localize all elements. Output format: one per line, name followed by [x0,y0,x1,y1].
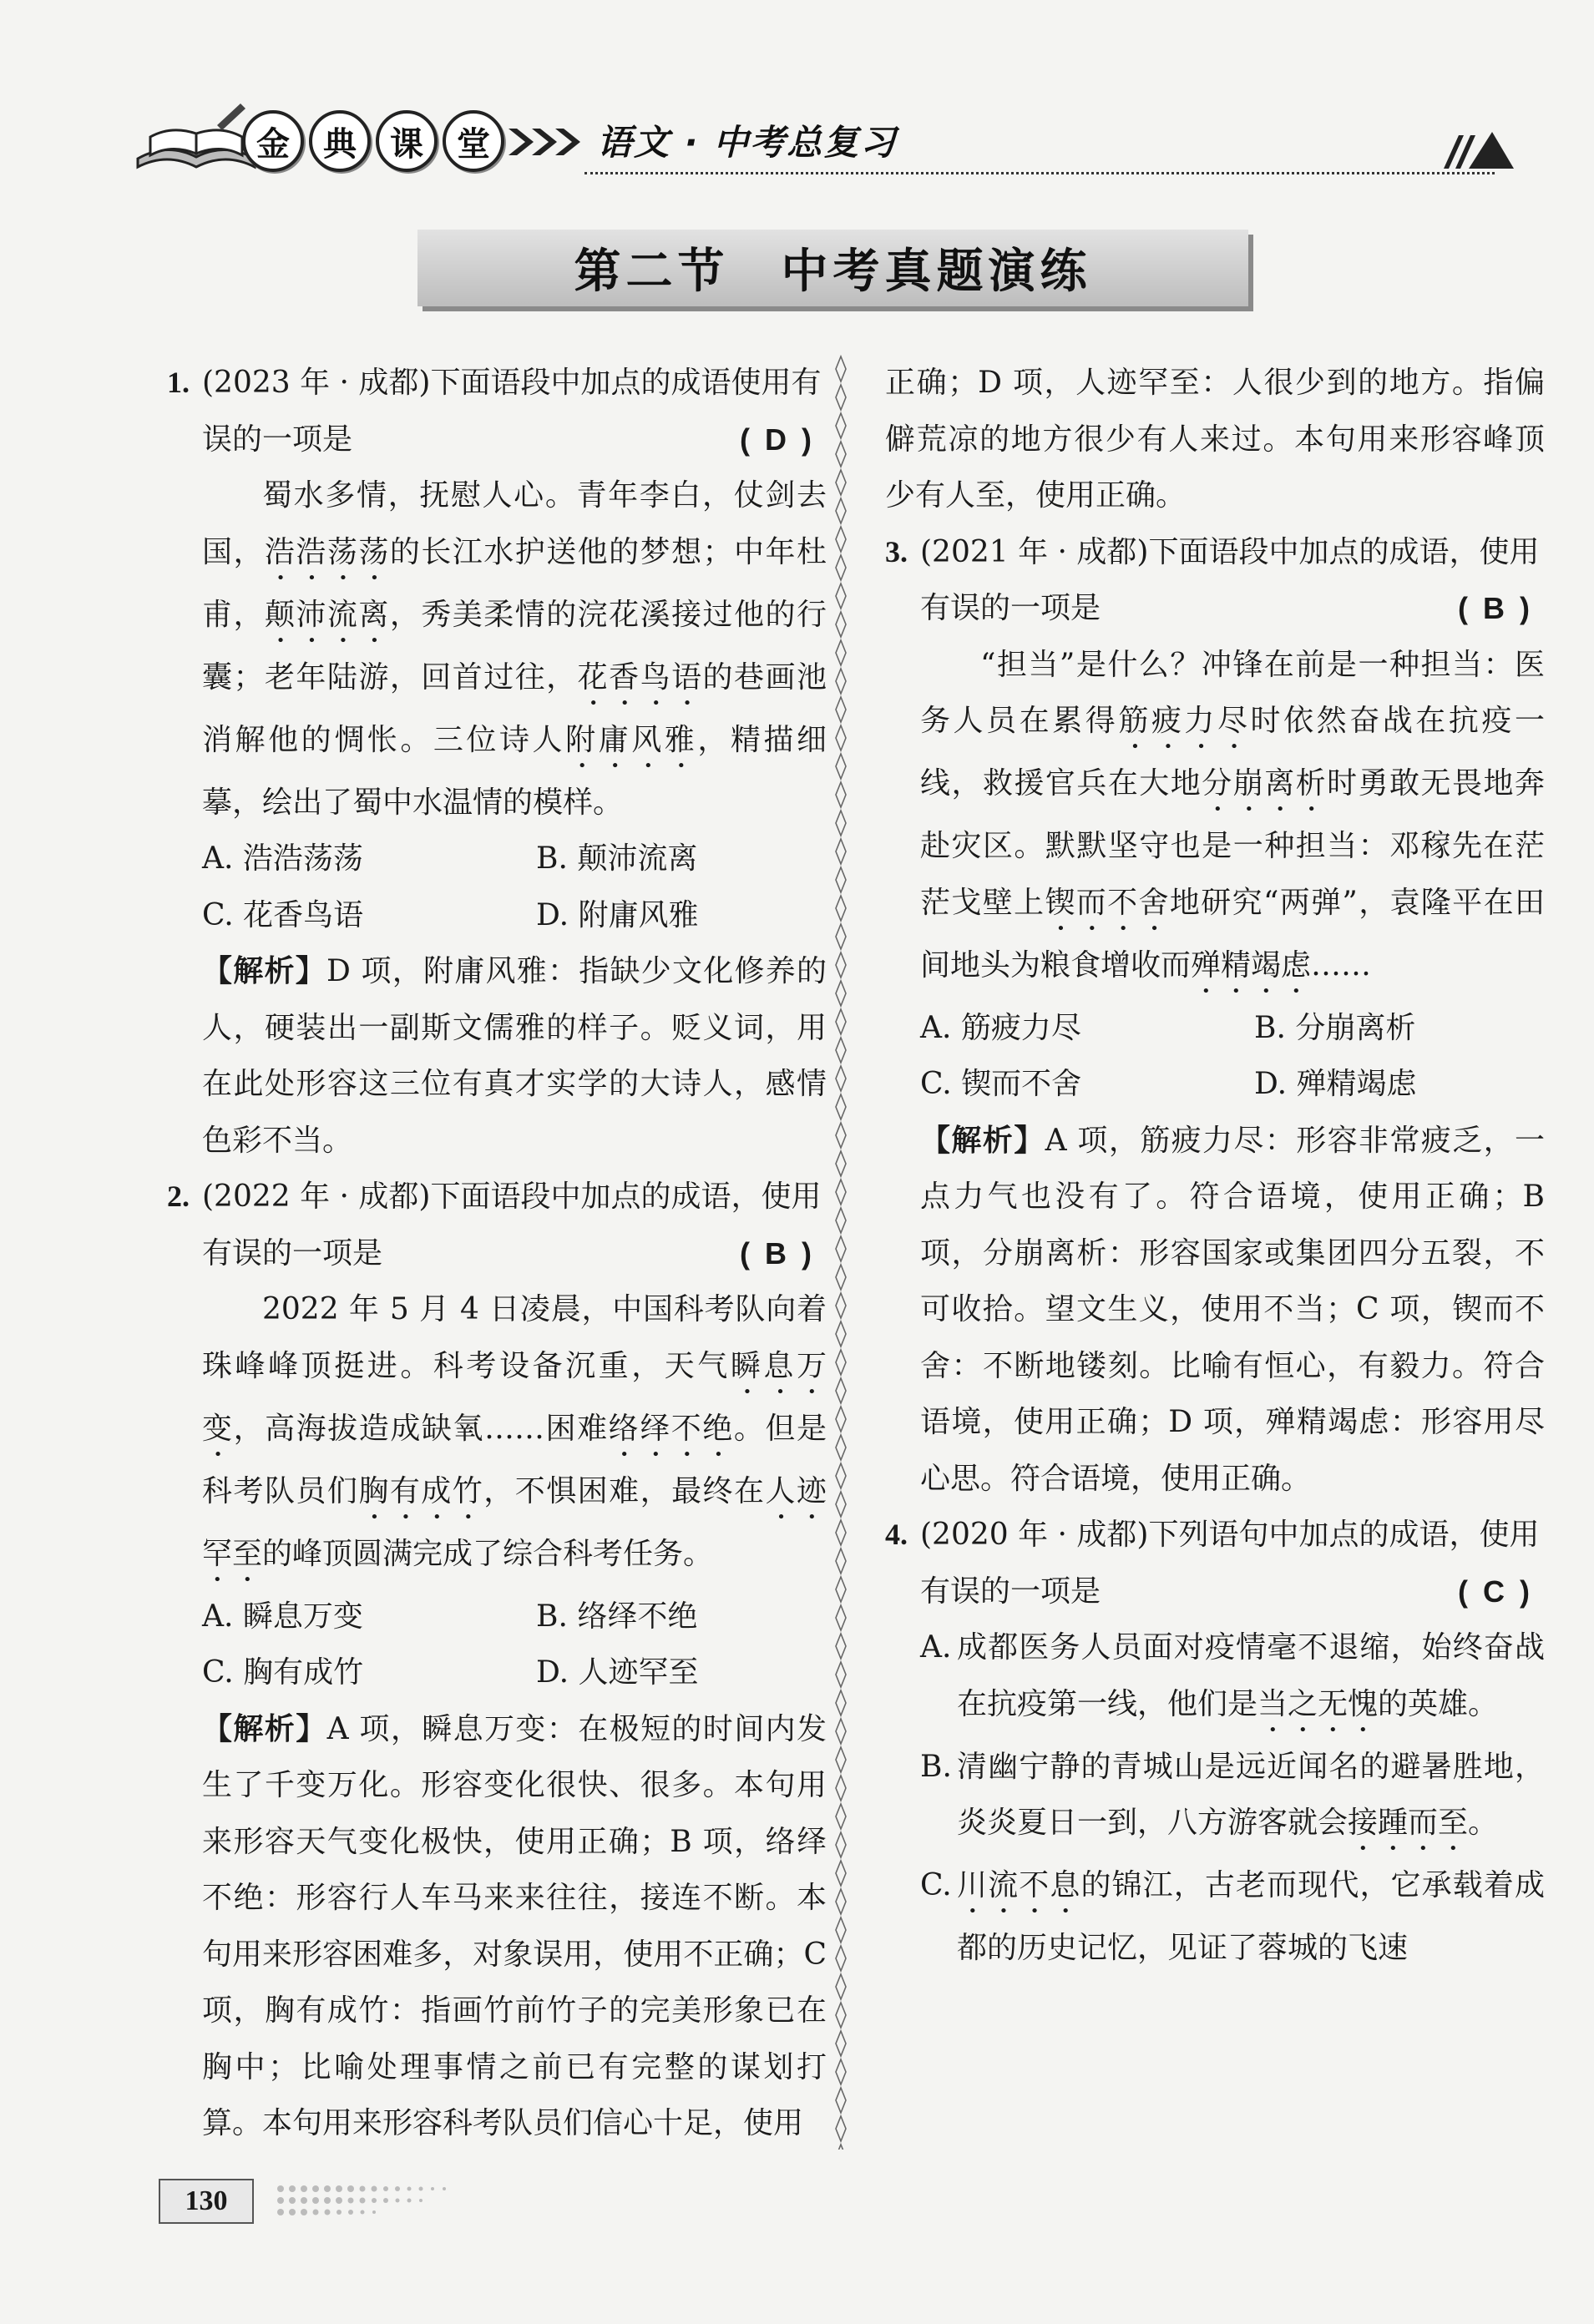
option-d: D. 附庸风雅 [536,897,699,932]
options-grid [202,831,827,943]
option-d: D. 殚精竭虑 [1254,1067,1417,1101]
question-number: 4. [885,1518,908,1551]
option-text: 成都医务人员面对疫情毫不退缩，始终奋战在抗疫第一线，他们是当之无愧的英雄。 [957,1630,1545,1721]
triangle-stripes-icon [1440,129,1516,170]
analysis: 【解析】A 项，瞬息万变：在极短的时间内发生了千变万化。形容变化很快、很多。本句用来形容天气变化极快，使用正确；B 项，络绎不绝：形容行人车马来来往往，接连不断。本句用来形容困难多，对象误用，使用不正确；C 项，胸有成竹：指画竹前竹子的完美形象已在胸中；比喻处理事情之前已有完整的谋划打算。本句用来形容科考队员们信心十足，使用 [202,1710,827,2140]
brand-title [242,110,504,172]
emphasized-idiom: 胸有成竹 [358,1473,484,1508]
option-a: A. 瞬息万变 [202,1599,363,1634]
analysis-text: A 项，筋疲力尽：形容非常疲乏，一点力气也没有了。符合语境，使用正确；B 项，分崩离析：形容国家或集团四分五裂，不可收拾。望文生义，使用不当；C 项，锲而不舍：不断地镂刻。比喻有恒心，有毅力。符合语境，使用正确；D 项，殚精竭虑：形容用尽心思。符合语境，使用正确。 [920,1123,1545,1496]
analysis-continuation: 正确；D 项，人迹罕至：人很少到的地方。指偏僻荒凉的地方很少有人来过。本句用来形容峰顶少有人至，使用正确。 [885,366,1545,513]
option-c: C. 锲而不舍 [920,1067,1082,1101]
section-title-bar [417,230,1248,306]
analysis-tag: 【解析】 [202,953,326,988]
question-stem: (2023 年 · 成都)下面语段中加点的成语使用有误的一项是 (D) [202,355,827,467]
question-4 [885,1507,1545,1977]
question-stem-text: (2020 年 · 成都)下列语句中加点的成语，使用有误的一项是 [920,1518,1540,1609]
emphasized-idiom: 浩浩荡荡 [264,534,390,569]
analysis [920,1113,1545,1508]
option-a: A. 浩浩荡荡 [202,841,363,876]
options-grid [920,1000,1545,1113]
emphasized-idiom: 附庸风雅 [565,722,698,757]
analysis: 【解析】D 项，附庸风雅：指缺少文化修养的人，硬装出一副斯文儒雅的样子。贬义词，用在此处形容这三位有真才实学的大诗人，感情色彩不当。 [202,953,827,1158]
question-2 [167,1169,827,2152]
emphasized-idiom: 当之无愧 [1257,1686,1379,1721]
brand-char: 典 [309,110,371,172]
option-c: C. 胸有成竹 [202,1655,364,1690]
option-c: C. 花香鸟语 [202,897,364,932]
right-column [885,355,1545,1977]
analysis-tag: 【解析】 [920,1122,1045,1158]
emphasized-idiom: 颠沛流离 [264,597,390,632]
emphasized-idiom: 接踵而至 [1348,1806,1469,1840]
answer-mark: (D) [740,422,827,457]
option-b: B. 颠沛流离 [536,841,698,876]
chevron-right-icon [505,125,584,159]
option-a [920,1619,1545,1739]
options-grid [202,1589,827,1701]
option-b: B. 络绎不绝 [536,1599,698,1634]
page-number: 130 [159,2179,254,2224]
emphasized-idiom: 络绎不绝 [608,1411,734,1446]
question-passage: 蜀水多情，抚慰人心。青年李白，仗剑去国，浩浩荡荡的长江水护送他的梦想；中年杜甫，颠沛流离，秀美柔情的浣花溪接过他的行囊；老年陆游，回首过往，花香鸟语的巷画池消解他的惆怅。三位诗人附庸风雅，精描细摹，绘出了蜀中水温情的模样。 [202,478,827,820]
emphasized-idiom: 川流不息 [957,1868,1081,1902]
footer-dot-pattern [276,2180,576,2219]
option-letter: A. [920,1630,952,1665]
option-b: B. 分崩离析 [1254,1010,1416,1045]
emphasized-idiom: 瞬息万变 [202,1348,827,1446]
left-column [167,355,827,2152]
question-passage: “担当”是什么？冲锋在前是一种担当：医务人员在累得筋疲力尽时依然奋战在抗疫一线，救援官兵在大地分崩离析时勇敢无畏地奔赴灾区。默默坚守也是一种担当：邓稼先在茫茫戈壁上锲而不舍地研究“两弹”，袁隆平在田间地头为粮食增收而殚精竭虑…… [920,647,1545,983]
analysis-tag: 【解析】 [202,1710,327,1746]
option-d: D. 人迹罕至 [536,1655,699,1690]
section-title: 第二节 中考真题演练 [574,245,1092,299]
emphasized-idiom: 分崩离析 [1202,766,1328,801]
column-divider [832,355,849,2150]
answer-mark: (B) [740,1235,827,1271]
answer-mark: (C) [1458,1574,1545,1609]
question-stem [920,524,1545,637]
question-stem-text: (2021 年 · 成都)下面语段中加点的成语，使用有误的一项是 [920,534,1540,625]
brand-char: 课 [376,110,438,172]
brand-char: 金 [242,110,304,172]
option-text: 川流不息的锦江，古老而现代，它承载着成都的历史记忆，见证了蓉城的飞速 [957,1868,1545,1965]
question-1 [167,355,827,1169]
emphasized-idiom: 筋疲力尽 [1118,704,1251,738]
question-3 [885,524,1545,1508]
emphasized-idiom: 锲而不舍 [1045,885,1170,920]
question-passage: 2022 年 5 月 4 日凌晨，中国科考队向着珠峰峰顶挺进。科考设备沉重，天气瞬息万变，高海拔造成缺氧……困难络绎不绝。但是科考队员们胸有成竹，不惧困难，最终在人迹罕至的峰顶圆满完成了综合科考任务。 [202,1292,827,1571]
option-letter: C. [920,1868,952,1902]
emphasized-idiom: 花香鸟语 [577,659,703,695]
emphasized-idiom: 人迹罕至 [202,1473,827,1571]
brand-char: 堂 [443,110,504,172]
answer-mark: (B) [1458,591,1545,625]
subject-label: 语文 · 中考总复习 [597,122,898,163]
option-text: 清幽宁静的青城山是远近闻名的避暑胜地，炎炎夏日一到，八方游客就会接踵而至。 [957,1749,1545,1840]
header-divider [584,172,1495,174]
emphasized-idiom: 殚精竭虑 [1191,947,1312,983]
option-a: A. 筋疲力尽 [920,1010,1081,1045]
option-letter: B. [920,1749,952,1784]
page-header [125,92,1511,184]
option-c [920,1857,1545,1977]
question-stem [920,1507,1545,1619]
option-b [920,1739,1545,1858]
question-number: 2. [167,1180,190,1213]
open-book-icon [134,100,259,175]
question-stem: (2022 年 · 成都)下面语段中加点的成语，使用有误的一项是 (B) [202,1169,827,1281]
question-number: 1. [167,366,190,399]
question-number: 3. [885,534,908,568]
